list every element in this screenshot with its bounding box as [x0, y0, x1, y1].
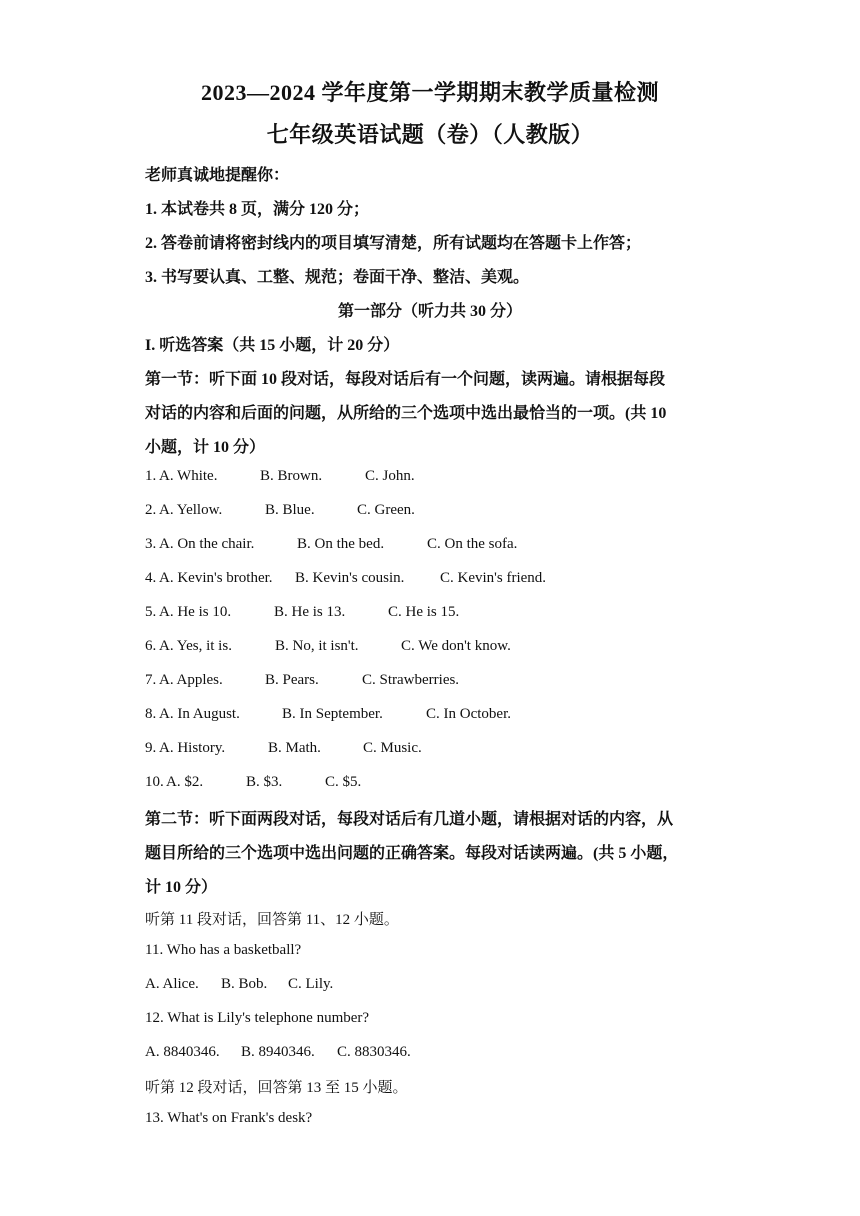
question-4 [145, 570, 725, 587]
option-a: A. Yes, it is. [159, 638, 232, 654]
question-10 [145, 774, 725, 791]
option-b: B. Bob. [221, 976, 268, 992]
question-number: 9. [145, 740, 157, 756]
option-b: B. Kevin's cousin. [295, 570, 405, 586]
option-c: C. 8830346. [337, 1044, 411, 1060]
option-c: C. In October. [426, 706, 511, 722]
sub2-instruction-line-2: 题目所给的三个选项中选出问题的正确答案。每段对话读两遍。(共 5 小题， [145, 845, 679, 862]
option-c: C. Lily. [288, 976, 334, 992]
option-a: A. Yellow. [159, 502, 223, 518]
option-a: A. Alice. [145, 976, 199, 992]
question-11-stem: 11. Who has a basketball? [145, 942, 302, 958]
question-9 [145, 740, 725, 757]
option-a: A. History. [159, 740, 226, 756]
option-b: B. Math. [268, 740, 321, 756]
reminder-item-2: 2. 答卷前请将密封线内的项目填写清楚，所有试题均在答题卡上作答； [145, 235, 642, 252]
option-c: C. Music. [363, 740, 422, 756]
sub2-instruction-line-3: 计 10 分） [145, 879, 218, 896]
question-13-stem: 13. What's on Frank's desk? [145, 1110, 313, 1126]
option-c: C. Green. [357, 502, 415, 518]
question-7 [145, 672, 725, 689]
question-number: 4. [145, 570, 157, 586]
option-b: B. In September. [282, 706, 383, 722]
sub1-instruction-line-3: 小题，计 10 分） [145, 439, 266, 456]
option-c: C. John. [365, 468, 415, 484]
option-b: B. 8940346. [241, 1044, 315, 1060]
reminder-item-1: 1. 本试卷共 8 页，满分 120 分； [145, 201, 370, 218]
option-c: C. On the sofa. [427, 536, 518, 552]
question-1 [145, 468, 725, 485]
section-1-title: I. 听选答案（共 15 小题，计 20 分） [145, 337, 400, 354]
question-number: 3. [145, 536, 157, 552]
part-1-title: 第一部分（听力共 30 分） [337, 303, 522, 320]
option-b: B. No, it isn't. [275, 638, 359, 654]
question-number: 6. [145, 638, 157, 654]
option-a: A. Apples. [159, 672, 223, 688]
option-b: B. Blue. [265, 502, 315, 518]
question-6 [145, 638, 725, 655]
option-c: C. He is 15. [388, 604, 460, 620]
option-a: A. Kevin's brother. [159, 570, 273, 586]
question-8 [145, 706, 725, 723]
question-number: 8. [145, 706, 157, 722]
option-a: A. 8840346. [145, 1044, 220, 1060]
option-a: A. White. [159, 468, 218, 484]
option-c: C. Strawberries. [362, 672, 460, 688]
question-3 [145, 536, 725, 553]
sub2-instruction-line-1: 第二节：听下面两段对话，每段对话后有几道小题，请根据对话的内容，从 [145, 811, 674, 828]
option-a: A. On the chair. [159, 536, 255, 552]
exam-title: 2023—2024 学年度第一学期期末教学质量检测 [200, 80, 659, 105]
exam-subtitle: 七年级英语试题（卷）（人教版） [266, 122, 594, 147]
option-c: C. $5. [325, 774, 362, 790]
question-number: 1. [145, 468, 157, 484]
option-a: A. He is 10. [159, 604, 232, 620]
sub1-instruction-line-2: 对话的内容和后面的问题，从所给的三个选项中选出最恰当的一项。(共 10 [145, 405, 667, 422]
option-b: B. Brown. [260, 468, 323, 484]
option-b: B. Pears. [265, 672, 319, 688]
option-b: B. $3. [246, 774, 283, 790]
reminder-heading: 老师真诚地提醒你： [145, 167, 290, 184]
question-number: 2. [145, 502, 157, 518]
question-number: 5. [145, 604, 157, 620]
option-a: A. In August. [159, 706, 240, 722]
option-b: B. On the bed. [297, 536, 385, 552]
question-5 [145, 604, 725, 621]
option-c: C. We don't know. [401, 638, 511, 654]
question-number: 10. [145, 774, 164, 790]
dialog-12-note: 听第 12 段对话，回答第 13 至 15 小题。 [145, 1080, 408, 1096]
reminder-item-3: 3. 书写要认真、工整、规范；卷面干净、整洁、美观。 [145, 269, 530, 286]
question-number: 7. [145, 672, 157, 688]
option-b: B. He is 13. [274, 604, 346, 620]
option-a: A. $2. [166, 774, 204, 790]
question-2 [145, 502, 725, 519]
sub1-instruction-line-1: 第一节：听下面 10 段对话，每段对话后有一个问题，读两遍。请根据每段 [145, 371, 666, 388]
question-12-stem: 12. What is Lily's telephone number? [145, 1010, 370, 1026]
dialog-11-note: 听第 11 段对话，回答第 11、12 小题。 [145, 912, 399, 928]
option-c: C. Kevin's friend. [440, 570, 547, 586]
